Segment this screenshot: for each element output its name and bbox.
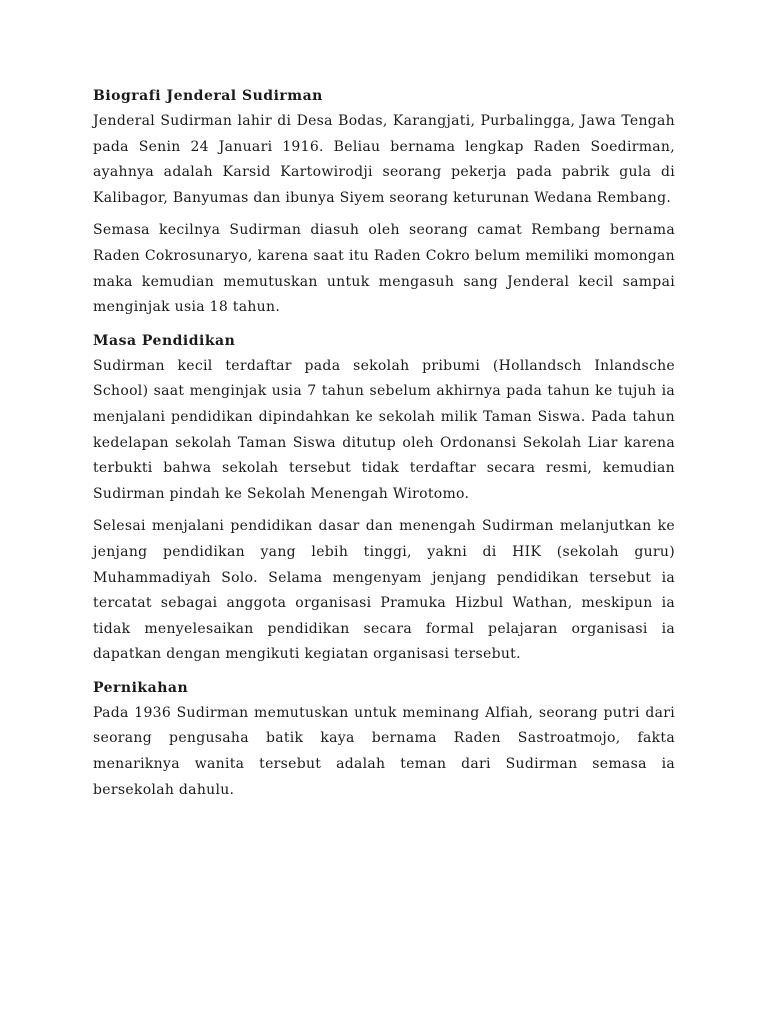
document-body <box>93 84 675 803</box>
section-heading-pernikahan: Pernikahan <box>93 679 189 696</box>
paragraph-childhood: Semasa kecilnya Sudirman diasuh oleh seorang camat Rembang bernama Raden Cokrosunaryo, karena saat itu Raden Cokro belum memiliki momongan maka kemudian memutuskan untuk mengasuh sang Jenderal kecil sampai menginjak usia 18 tahun. <box>93 222 675 316</box>
paragraph-birth: Jenderal Sudirman lahir di Desa Bodas, Karangjati, Purbalingga, Jawa Tengah pada Senin 24 Januari 1916. Beliau bernama lengkap Raden Soedirman, ayahnya adalah Karsid Kartowirodji seorang pekerja pada pabrik gula di Kalibagor, Banyumas dan ibunya Siyem seorang keturunan Wedana Rembang. <box>93 113 675 206</box>
section-heading-biografi: Biografi Jenderal Sudirman <box>93 88 323 104</box>
paragraph-early-school: Sudirman kecil terdaftar pada sekolah pribumi (Hollandsch Inlandsche School) saat menginjak usia 7 tahun sebelum akhirnya pada tahun ke tujuh ia menjalani pendidikan dipindahkan ke sekolah milik Taman Siswa. Pada tahun kedelapan sekolah Taman Siswa ditutup oleh Ordonansi Sekolah Liar karena terbukti bahwa sekolah tersebut tidak terdaftar secara resmi, kemudian Sudirman pindah ke Sekolah Menengah Wirotomo. <box>93 357 675 502</box>
paragraph-marriage: Pada 1936 Sudirman memutuskan untuk meminang Alfiah, seorang putri dari seorang pengusaha batik kaya bernama Raden Sastroatmojo, fakta menariknya wanita tersebut adalah teman dari Sudirman semasa ia bersekolah dahulu. <box>93 704 675 798</box>
paragraph-higher-school: Selesai menjalani pendidikan dasar dan menengah Sudirman melanjutkan ke jenjang pendidikan yang lebih tinggi, yakni di HIK (sekolah guru) Muhammadiyah Solo. Selama mengenyam jenjang pendidikan tersebut ia tercatat sebagai anggota organisasi Pramuka Hizbul Wathan, meskipun ia tidak menyelesaikan pendidikan secara formal pelajaran organisasi ia dapatkan dengan mengikuti kegiatan organisasi tersebut. <box>93 518 675 663</box>
section-heading-pendidikan: Masa Pendidikan <box>93 332 236 349</box>
